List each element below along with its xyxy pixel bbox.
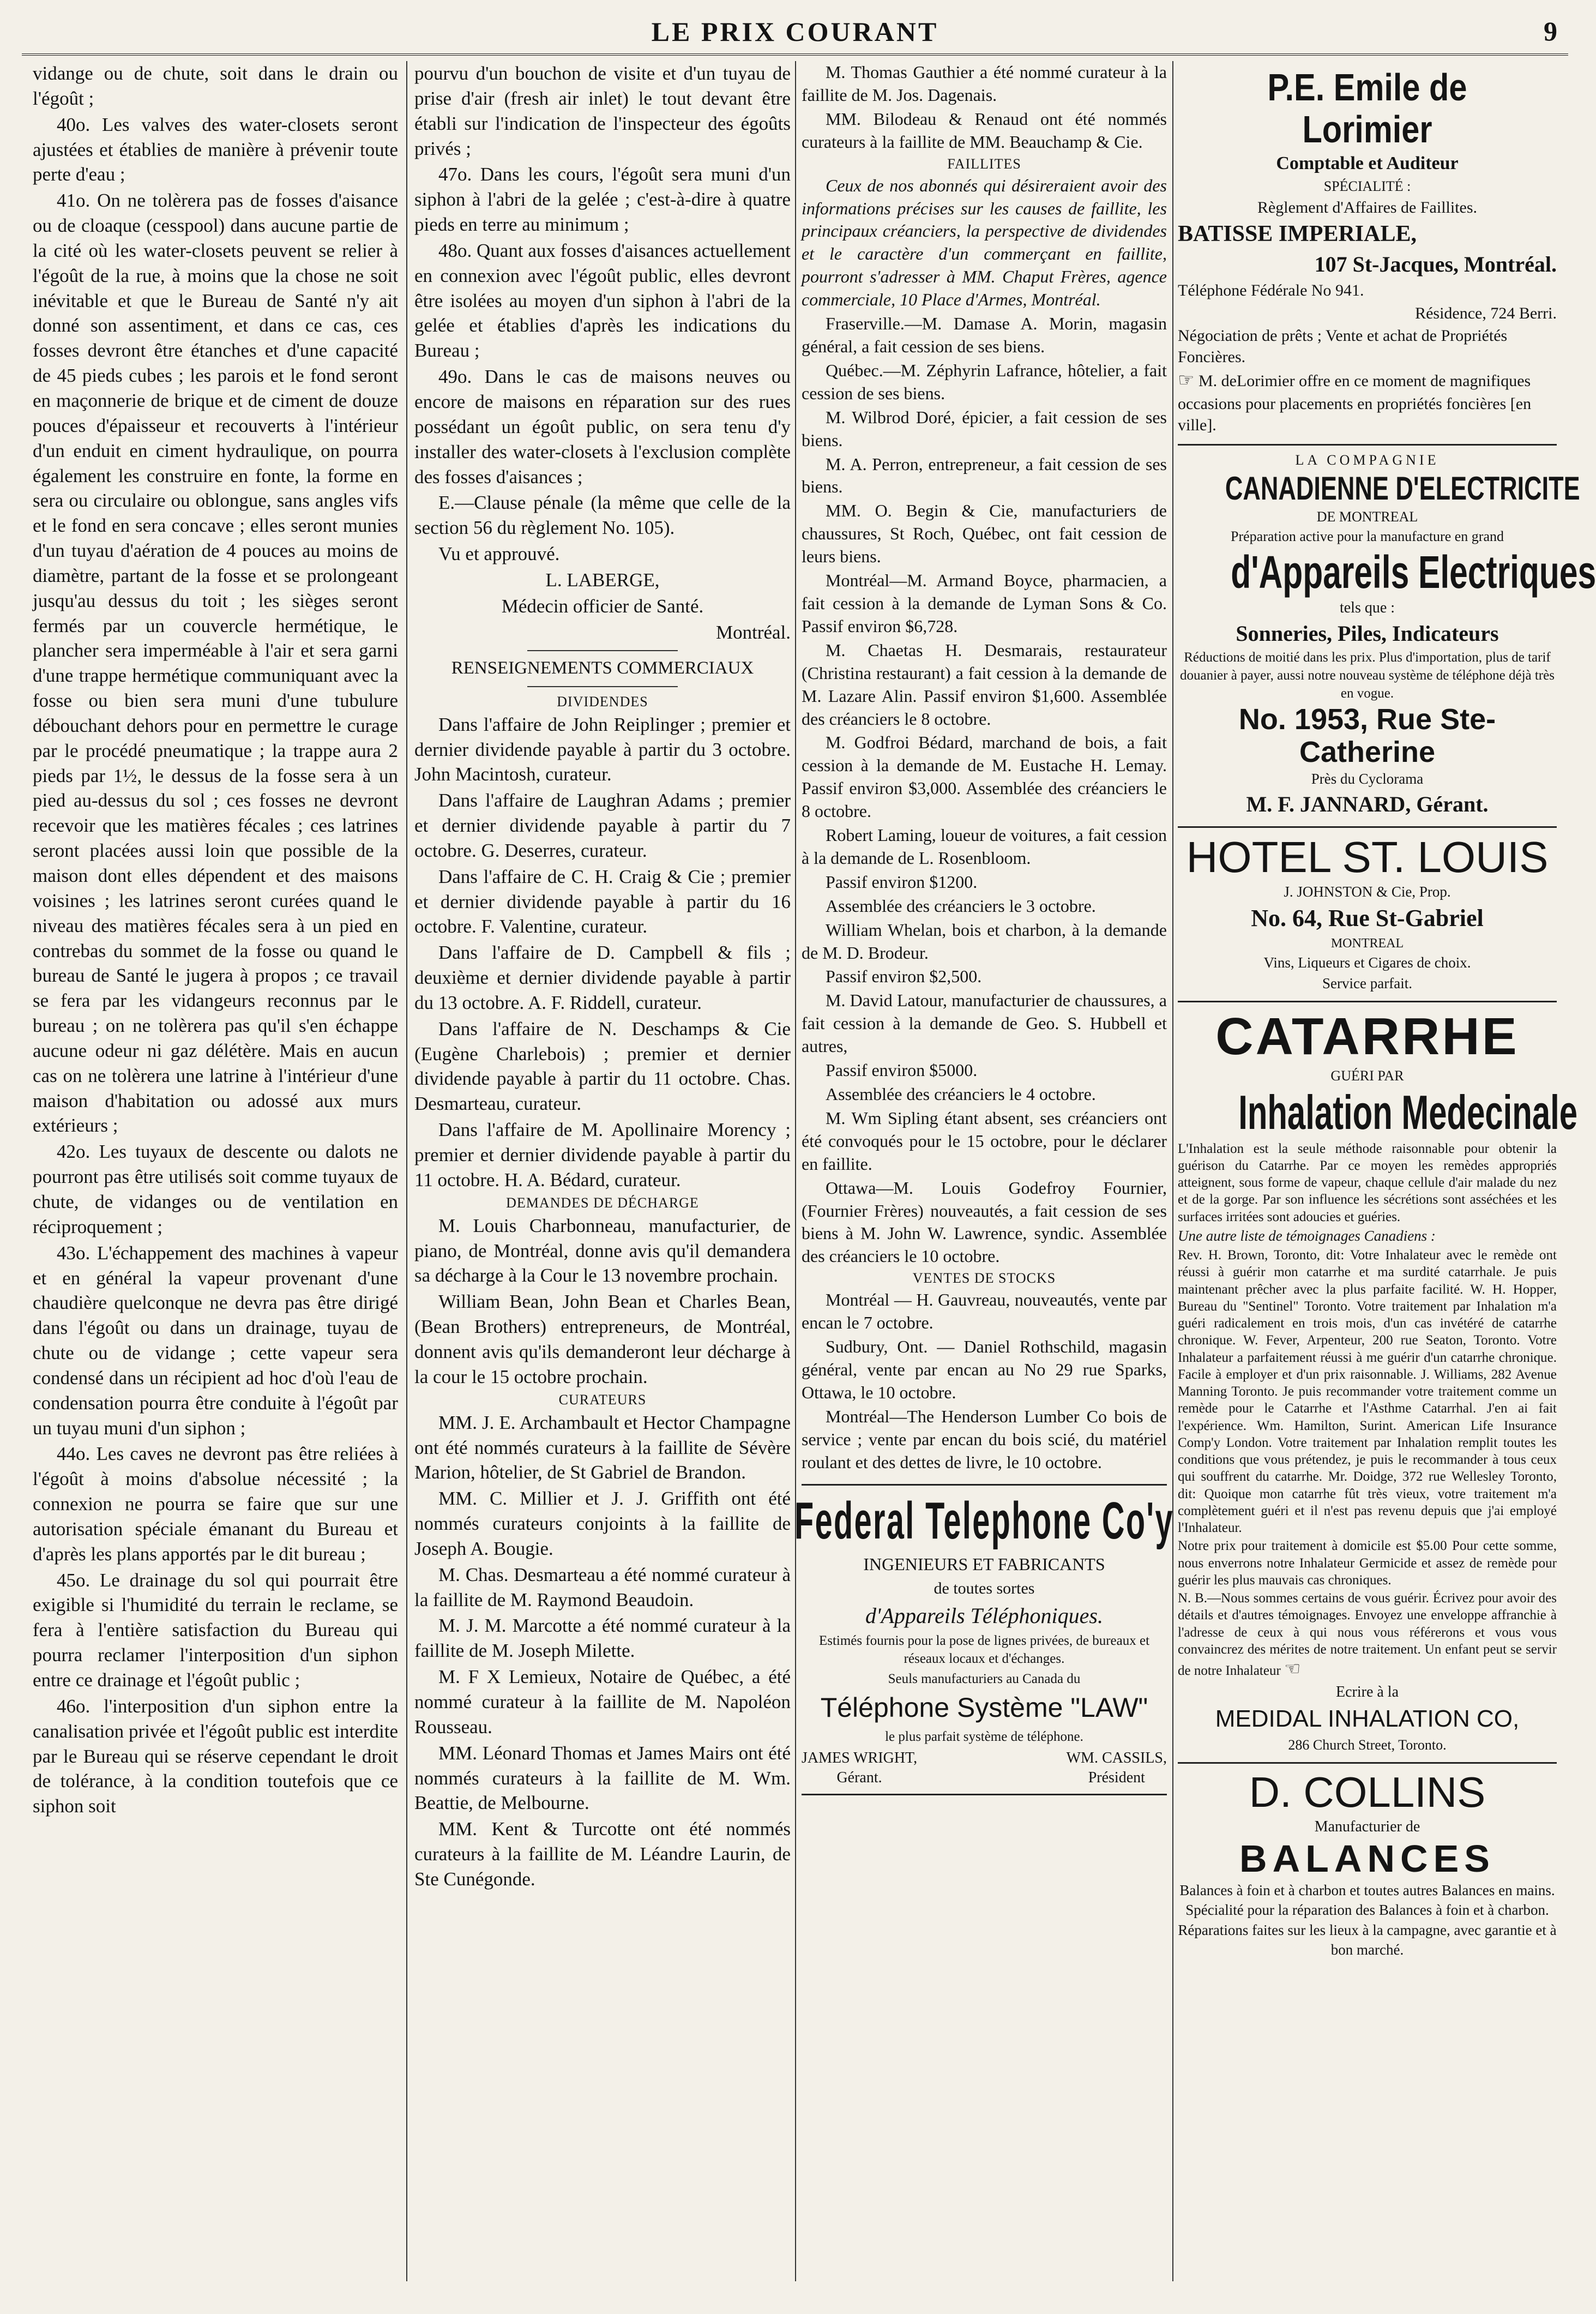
column-rule: [795, 61, 796, 2281]
ad-kicker: LA COMPAGNIE: [1295, 452, 1440, 468]
column-2: [414, 61, 791, 2281]
article-paragraph: pourvu d'un bouchon de visite et d'un tuyau de prise d'air (fresh air inlet) le tout devant être établi sur l'indication de l'inspecteur des égoûts privés ;: [414, 63, 791, 159]
ad-headline: BALANCES: [1239, 1837, 1495, 1880]
signature-city: Montréal.: [715, 621, 791, 643]
ad-title: CANADIENNE D'ELECTRICITE: [1225, 470, 1580, 507]
notice-item: MM. C. Millier et J. J. Griffith ont été nommés curateurs conjoints à la faillite de Joseph A. Bougie.: [414, 1488, 791, 1559]
notice-item: Sudbury, Ont. — Daniel Rothschild, magasin général, vente par encan au No 29 rue Sparks, Ottawa, le 10 octobre.: [802, 1337, 1167, 1402]
ad-title: CATARRHE: [1215, 1007, 1519, 1066]
ad-line: Ecrire à la: [1335, 1683, 1399, 1700]
ad-line: Estimés fournis pour la pose de lignes privées, de bureaux et réseaux locaux et d'échanges.: [818, 1633, 1150, 1666]
ad-line: INGENIEURS ET FABRICANTS: [863, 1554, 1105, 1574]
ad-line: tels que :: [1339, 599, 1395, 617]
ad-body: Réparations faites sur les lieux à la campagne, avec garantie et à bon marché.: [1178, 1922, 1557, 1958]
notice-item: M. Louis Charbonneau, manufacturier, de piano, de Montréal, donne avis qu'il demandera sa décharge à la Cour le 13 novembre prochain.: [414, 1215, 791, 1287]
ad-line: Service parfait.: [1322, 975, 1412, 991]
notice-item: William Bean, John Bean et Charles Bean, (Bean Brothers) entrepreneurs, de Montréal, donnent avis qu'ils demanderont leur décharge à la cour le 15 octobre prochain.: [414, 1291, 791, 1387]
signatory-role: Gérant.: [836, 1769, 882, 1787]
signature-title: Médecin officier de Santé.: [501, 595, 704, 617]
notice-item: Dans l'affaire de D. Campbell & fils ; deuxième et dernier dividende payable à partir du 13 octobre. A. F. Riddell, curateur.: [414, 942, 791, 1013]
ad-line: GUÉRI PAR: [1330, 1067, 1404, 1084]
notice-item: Fraserville.—M. Damase A. Morin, magasin général, a fait cession de ses biens.: [802, 314, 1167, 357]
notice-item: M. Wm Sipling étant absent, ses créanciers ont été convoqués pour le 15 octobre, pour le déclarer en faillite.: [802, 1108, 1167, 1174]
article-paragraph: 46o. l'interposition d'un siphon entre la canalisation privée et l'égoût public est interdite par le Bureau qui se réserve cependant le droit de tolérance, à la condition toutefois que ce siphon soit: [33, 1695, 398, 1817]
section-heading: RENSEIGNEMENTS COMMERCIAUX: [451, 658, 754, 678]
telephone-advertisement: [794, 1484, 1174, 1795]
ad-line: BATISSE IMPERIALE,: [1178, 221, 1417, 247]
ad-signatories: [802, 1748, 1167, 1788]
column-1: [33, 61, 398, 2281]
ad-line: Seuls manufacturiers au Canada du: [888, 1671, 1081, 1686]
subsection-heading: VENTES DE STOCKS: [912, 1270, 1056, 1287]
ad-line: Manufacturier de: [1314, 1818, 1420, 1835]
subsection-heading: FAILLITES: [947, 155, 1021, 172]
article-paragraph: 44o. Les caves ne devront pas être reliées à l'égoût à moins d'absolue nécessité ; la connexion ne pourra se faire que sur une autorisation spéciale émanant du Bureau et d'après les plans apportés par le dit bureau ;: [33, 1443, 398, 1565]
ad-headline: Inhalation Medecinale: [1238, 1085, 1578, 1139]
ad-line: Négociation de prêts ; Vente et achat de Propriétés Foncières.: [1178, 326, 1508, 366]
article-paragraph: 41o. On ne tolèrera pas de fosses d'aisance ou de cloaque (cesspool) dans aucune partie de la cité où les water-closets peuvent se relier à l'égoût de la rue, à moins que la chose ne soit inévitable et que le Bureau de Santé n'y ait donné son assentiment, et dans ce cas, ces fosses devront être étanches et d'une capacité de 45 pieds cubes ; les parois et le fond seront en maçonnerie de brique et de ciment de douze pouces d'épaisseur et recouverts à l'intérieur d'un enduit en ciment hydraulique, on pourra également les construire en fonte, la forme en sera ou circulaire ou oblongue, sans angles vifs et le fond en sera concave ; elles seront munies d'un tuyau d'aération de 4 pouces au moins de diamètre, partant de la fosse et se prolongeant jusqu'au dessus du toit ; les sièges seront fermés par un couvercle hermétique, le plancher sera imperméable à l'air et sera garni d'une trappe hermétique communiquant avec la fosse ou bien sera muni d'une tubulure débouchant dehors pour en permettre le curage par le procédé pneumatique ; la trappe aura 2 pieds par 1½, le dessus de la fosse sera à un pied au-dessus du sol ; ces fosses ne devront recevoir que les matières fécales ; ces latrines seront placées aussi loin que possible de la maison dont elles dépendent et des maisons voisines ; les latrines seront curées quand le niveau des matières fécales sera à un pied en contrebas du sommet de la fosse ou quand le bureau de Santé le jugera à propos ; ce travail se fera par les vidangeurs reconnus par le bureau ; on ne tolèrera pas qu'il s'en échappe aucune odeur ni gaz délétère. Mais en aucun cas on ne tolèrera une latrine à l'intérieur d'une maison d'habitation ou adossé aux murs extérieurs ;: [33, 190, 398, 1137]
notice-item: Passif environ $5000.: [826, 1060, 978, 1080]
notice-item: M. Thomas Gauthier a été nommé curateur à la faillite de M. Jos. Dagenais.: [802, 62, 1167, 105]
approval-line: Vu et approuvé.: [438, 543, 560, 565]
ad-title: HOTEL ST. LOUIS: [1186, 832, 1549, 881]
ad-line: le plus parfait système de téléphone.: [885, 1729, 1083, 1744]
ad-line: d'Appareils Téléphoniques.: [865, 1603, 1103, 1628]
advertisement-catarrhe: [1178, 1002, 1578, 1764]
ad-line: M. F. JANNARD, Gérant.: [1246, 791, 1489, 816]
notice-item: MM. O. Begin & Cie, manufacturiers de chaussures, St Roch, Québec, ont fait cession de leurs biens.: [802, 501, 1167, 567]
notice-item: M. David Latour, manufacturier de chaussures, a fait cession à la demande de Geo. S. Hubbell et autres,: [802, 990, 1167, 1056]
notice-item: M. Wilbrod Doré, épicier, a fait cession de ses biens.: [802, 407, 1167, 450]
ad-line: M. deLorimier offre en ce moment de magnifiques occasions pour placements en propriétés foncières [en ville].: [1178, 372, 1532, 435]
notice-item: Assemblée des créanciers le 3 octobre.: [826, 895, 1096, 916]
ad-body: N. B.—Nous sommes certains de vous guérir. Écrivez pour avoir des détails et d'autres témoignages. Envoyez une enveloppe affranchie à l'adresse de ceux à qui nous vous référerons et vous vous convaincrez des mérites de notre traitement. Un enfant peut se servir de notre Inhalateur: [1178, 1591, 1557, 1679]
notice-item: Dans l'affaire de Laughran Adams ; premier et dernier dividende payable à partir du 7 octobre. G. Deserres, curateur.: [414, 790, 791, 861]
pointing-hand-icon: ☜: [1284, 1659, 1301, 1680]
ad-line: 286 Church Street, Toronto.: [1288, 1736, 1447, 1753]
ad-address: No. 64, Rue St-Gabriel: [1251, 905, 1484, 932]
masthead: [22, 10, 1568, 56]
ad-line: de toutes sortes: [933, 1579, 1035, 1598]
ad-title: P.E. Emile de Lorimier: [1267, 66, 1467, 151]
ad-line: Réductions de moitié dans les prix. Plus d'importation, plus de tarif douanier à payer, aussi notre nouveau système de téléphone déjà très en vogue.: [1180, 650, 1555, 701]
notice-item: Robert Laming, loueur de voitures, a fait cession à la demande de L. Rosenbloom.: [802, 825, 1167, 868]
article-paragraph: 42o. Les tuyaux de descente ou dalots ne pourront pas être utilisés soit comme tuyaux de chute, de vidanges ou de ventilation en réciproquement ;: [33, 1141, 398, 1237]
notice-item: M. Chas. Desmarteau a été nommé curateur à la faillite de M. Raymond Beaudoin.: [414, 1564, 791, 1610]
ad-line: MONTREAL: [1330, 936, 1404, 951]
notice-item: Passif environ $1200.: [826, 871, 978, 892]
ad-line: SPÉCIALITÉ :: [1323, 178, 1411, 194]
notice-item: Québec.—M. Zéphyrin Lafrance, hôtelier, a fait cession de ses biens.: [802, 360, 1167, 403]
ad-line: Une autre liste de témoignages Canadiens :: [1178, 1227, 1436, 1244]
advertisement-hotel: [1178, 828, 1557, 1002]
notice-item: MM. Bilodeau & Renaud ont été nommés curateurs à la faillite de MM. Beauchamp & Cie.: [802, 109, 1167, 152]
column-rule: [406, 61, 407, 2281]
ad-body: Balances à foin et à charbon et toutes autres Balances en mains. Spécialité pour la réparation des Balances à foin et à charbon.: [1179, 1882, 1555, 1918]
divider: [527, 650, 678, 651]
signature-name: L. LABERGE,: [545, 569, 660, 591]
column-rule: [1172, 61, 1173, 2281]
notice-item: M. Godfroi Bédard, marchand de bois, a fait cession à la demande de M. Eustache H. Lemay. Passif environ $3,000. Assemblée des créanciers le 8 octobre.: [802, 732, 1167, 821]
ad-system-name: Téléphone Système "LAW": [820, 1692, 1148, 1723]
ad-body: L'Inhalation est la seule méthode raisonnable pour obtenir la guérison du Catarrhe. Par ce moyen les remèdes appropriés atteignent, sous forme de vapeur, chaque cellule d'air malade du nez et de la gorge. Par son influence les sécrétions sont asséchées et les surfaces irritées sont adoucies et guéries.: [1178, 1141, 1557, 1224]
notice-item: Dans l'affaire de N. Deschamps & Cie (Eugène Charlebois) ; premier et dernier dividende payable à partir du 11 octobre. Chas. Desmarteau, curateur.: [414, 1018, 791, 1115]
article-paragraph: 40o. Les valves des water-closets seront ajustées et établies de manière à prévenir toute perte d'eau ;: [33, 113, 398, 185]
ad-line: Près du Cyclorama: [1311, 771, 1424, 788]
notice-item: MM. J. E. Archambault et Hector Champagne ont été nommés curateurs à la faillite de Sévère Marion, hôtelier, de St Gabriel de Brandon.: [414, 1411, 791, 1483]
subsection-heading: DIVIDENDES: [557, 693, 648, 710]
faillites-note: Ceux de nos abonnés qui désireraient avoir des informations précises sur les causes de faillite, les principaux créanciers, la perspective de dividendes et le caractère d'un commerçant en faillite, pourront s'adresser à MM. Chaput Frères, agence commerciale, 10 Place d'Armes, Montréal.: [802, 175, 1167, 310]
ad-line: J. JOHNSTON & Cie, Prop.: [1284, 883, 1451, 900]
notice-item: Montréal — H. Gauvreau, nouveautés, vente par encan le 7 octobre.: [802, 1290, 1167, 1333]
notice-item: Montréal—The Henderson Lumber Co bois de service ; vente par encan du bois scié, du matériel roulant et des dettes de livre, le 10 octobre.: [802, 1406, 1167, 1472]
ad-line: DE MONTREAL: [1316, 508, 1418, 525]
ad-line: Préparation active pour la manufacture en grand: [1231, 528, 1504, 544]
ad-company: MEDIDAL INHALATION CO,: [1215, 1705, 1520, 1733]
article-paragraph: vidange ou de chute, soit dans le drain ou l'égoût ;: [33, 63, 398, 109]
article-paragraph: 45o. Le drainage du sol qui pourrait être exigible si l'humidité du terrain le reclame, se fera à l'entière satisfaction du Bureau qui pourra reclamer l'interposition d'un siphon entre ce drainage et l'égoût public ;: [33, 1569, 398, 1691]
ad-line: Téléphone Fédérale No 941.: [1178, 281, 1364, 300]
ad-line: Sonneries, Piles, Indicateurs: [1236, 621, 1499, 646]
subsection-heading: DEMANDES DE DÉCHARGE: [506, 1194, 699, 1211]
subsection-heading: CURATEURS: [558, 1391, 647, 1408]
ad-headline: d'Appareils Electriques: [1231, 546, 1596, 598]
notice-item: MM. Kent & Turcotte ont été nommés curateurs à la faillite de M. Léandre Laurin, de Ste Cunégonde.: [414, 1818, 791, 1890]
column-4: [1178, 61, 1596, 2281]
ad-company-name: Federal Telephone Co'y: [794, 1491, 1174, 1550]
signatory-name: WM. CASSILS,: [1066, 1749, 1167, 1766]
advertisement-lorimier: [1178, 61, 1557, 446]
article-paragraph: 47o. Dans les cours, l'égoût sera muni d'un siphon à l'abri de la gelée ; c'est-à-dire à quatre pieds en terre au minimum ;: [414, 164, 791, 236]
notice-item: MM. Léonard Thomas et James Mairs ont été nommés curateurs à la faillite de M. Wm. Beattie, de Melbourne.: [414, 1742, 791, 1814]
article-paragraph: 48o. Quant aux fosses d'aisances actuellement en connexion avec l'égoût public, elles devront être isolées au moyen d'un siphon à l'abri de la gelée et établies d'après les indications du Bureau ;: [414, 239, 791, 362]
notice-item: Ottawa—M. Louis Godefroy Fournier, (Fournier Frères) nouveautés, a fait cession de ses biens à M. John W. Lawrence, syndic. Assemblée des créanciers le 10 octobre.: [802, 1177, 1167, 1266]
ad-testimonials: Rev. H. Brown, Toronto, dit: Votre Inhalateur avec le remède ont réussi à guérir mon catarrhe et ma surdité catarrhale. Je puis maintenant prêcher avec la plus parfaite facilité. W. H. Hopper, Bureau du "Sentinel" Toronto. Votre traitement par Inhalation m'a guéri radicalement en trois mois, d'un cas invétéré de catarrhe chronique. W. Fever, Arpenteur, 200 rue Seaton, Toronto. Votre Inhalateur a parfaitement réussi à me guérir d'un catarrhe chronique. Facile à employer et d'un prix raisonnable. J. Williams, 282 Avenue Manning Toronto. Je puis recommander votre traitement comme un remède pour le Catarrhe et l'Asthme Catarrhal. J'en ai fait l'expérience. Wm. Hamilton, Surint. American Life Insurance Comp'y London. Votre traitement par Inhalation remplit toutes les conditions que vous prétendez, je puis le recommander à tous ceux qui souffrent du catarrhe. Mr. Doidge, 372 rue Wellesley Toronto, dit: Quoique mon catarrhe fût très vieux, votre traitement m'a complètement guéri et il n'est pas revenu depuis que j'ai employé l'Inhalateur.: [1178, 1248, 1557, 1536]
notice-item: M. A. Perron, entrepreneur, a fait cession de ses biens.: [802, 454, 1167, 497]
notice-item: Dans l'affaire de John Reiplinger ; premier et dernier dividende payable à partir du 3 octobre. John Macintosh, curateur.: [414, 713, 791, 785]
ad-address: No. 1953, Rue Ste-Catherine: [1238, 703, 1496, 768]
article-paragraph: E.—Clause pénale (la même que celle de la section 56 du règlement No. 105).: [414, 492, 791, 539]
pointing-hand-icon: ☞: [1178, 370, 1195, 391]
newspaper-title: LE PRIX COURANT: [651, 16, 939, 47]
ad-line: Résidence, 724 Berri.: [1415, 304, 1557, 322]
page-number: 9: [1544, 16, 1557, 46]
signatory-role: Président: [1088, 1769, 1145, 1787]
advertisement-electricite: [1178, 446, 1596, 828]
notice-item: M. F X Lemieux, Notaire de Québec, a été nommé curateur à la faillite de M. Napoléon Rousseau.: [414, 1666, 791, 1738]
ad-subtitle: Comptable et Auditeur: [1276, 153, 1459, 173]
ad-title: D. COLLINS: [1249, 1768, 1486, 1816]
notice-item: M. Chaetas H. Desmarais, restaurateur (Christina restaurant) a fait cession à la demande de M. Lazare Alin. Passif environ $1,600. Assemblée des créanciers le 8 octobre.: [802, 640, 1167, 729]
notice-item: M. J. M. Marcotte a été nommé curateur à la faillite de M. Joseph Milette.: [414, 1615, 791, 1662]
notice-item: Dans l'affaire de M. Apollinaire Morency ; premier et dernier dividende payable à partir du 11 octobre. H. A. Bédard, curateur.: [414, 1119, 791, 1191]
ad-line: Règlement d'Affaires de Faillites.: [1257, 198, 1478, 217]
ad-body: Notre prix pour traitement à domicile est $5.00 Pour cette somme, nous enverrons notre Inhalateur Germicide et assez de remède pour guérir les plus mauvais cas chroniques.: [1178, 1538, 1557, 1588]
column-3: [794, 61, 1174, 2281]
advertisement-collins: [1178, 1764, 1557, 1967]
notice-item: Montréal—M. Armand Boyce, pharmacien, a fait cession à la demande de Lyman Sons & Co. Passif environ $6,728.: [802, 570, 1167, 636]
ad-line: 107 St-Jacques, Montréal.: [1314, 251, 1557, 277]
notice-item: Dans l'affaire de C. H. Craig & Cie ; premier et dernier dividende payable à partir du 16 octobre. F. Valentine, curateur.: [414, 866, 791, 937]
notice-item: William Whelan, bois et charbon, à la demande de M. D. Brodeur.: [802, 919, 1167, 963]
notice-item: Passif environ $2,500.: [826, 966, 982, 987]
signatory-name: JAMES WRIGHT,: [802, 1749, 918, 1766]
article-paragraph: 43o. L'échappement des machines à vapeur et en général la vapeur provenant d'une chaudière quelconque ne devra pas être dirigé dans l'égoût ou dans un drainage, tuyau de chute ou de vidange ; cette vapeur sera condensé dans un récipient ad hoc d'où l'eau de condensation pourra être conduite à l'égoût par un tuyau muni d'un siphon ;: [33, 1242, 398, 1439]
article-paragraph: 49o. Dans le cas de maisons neuves ou encore de maisons en réparation sur des rues possédant un égoût public, on sera tenu d'y installer des water-closets à l'exclusion complète des fosses d'aisances ;: [414, 366, 791, 488]
notice-item: Assemblée des créanciers le 4 octobre.: [826, 1084, 1096, 1104]
ad-line: Vins, Liqueurs et Cigares de choix.: [1263, 954, 1471, 971]
divider: [527, 686, 678, 687]
